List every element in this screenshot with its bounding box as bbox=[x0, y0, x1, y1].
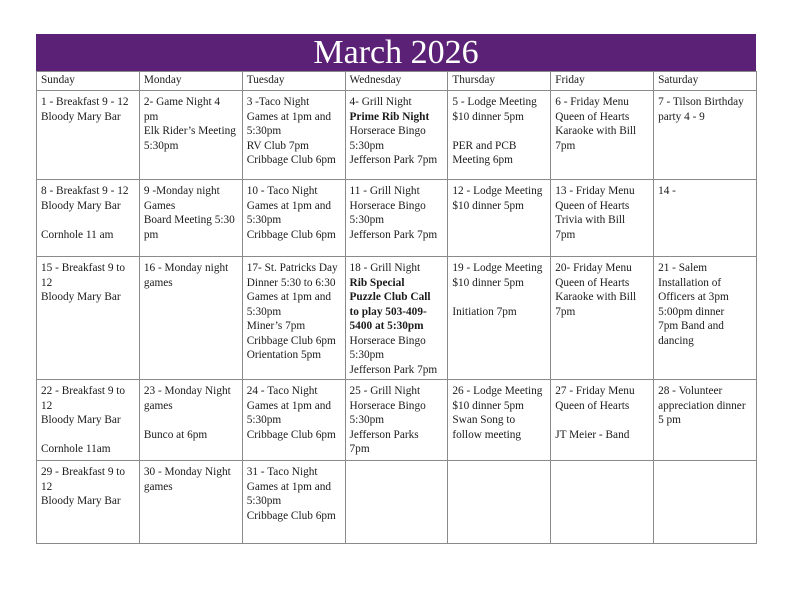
day-cell-friday bbox=[551, 461, 654, 544]
week-row-5 bbox=[37, 461, 757, 544]
event-line: Miner’s 7pm bbox=[246, 320, 306, 332]
event-line: Jefferson Park 7pm bbox=[349, 228, 438, 241]
event-line: 5:30pm bbox=[143, 139, 179, 152]
day-number-entry: 22 - Breakfast 9 to bbox=[41, 385, 126, 397]
day-number-entry: 9 -Monday night bbox=[143, 185, 220, 197]
event-line: Cornhole 11am bbox=[41, 443, 111, 455]
day-cell-monday bbox=[139, 91, 242, 180]
event-line: 7pm bbox=[555, 305, 576, 318]
event-line bbox=[41, 213, 135, 228]
day-cell-monday bbox=[139, 180, 242, 257]
event-line: 12 bbox=[41, 399, 53, 412]
day-number-entry: 1 - Breakfast 9 - 12 bbox=[41, 96, 129, 108]
event-line: Queen of Hearts bbox=[555, 199, 630, 212]
day-cell-friday bbox=[551, 257, 654, 380]
event-line: 5:30pm bbox=[246, 414, 282, 426]
calendar bbox=[36, 34, 756, 544]
day-number-entry: 7 - Tilson Birthday bbox=[658, 96, 744, 108]
day-cell-tuesday bbox=[242, 91, 345, 180]
event-line: 5:30pm bbox=[349, 139, 385, 152]
day-cell-sunday bbox=[37, 380, 140, 461]
day-number-entry: 24 - Taco Night bbox=[246, 385, 318, 397]
weekday-header-sunday: Sunday bbox=[37, 72, 140, 91]
day-number-entry: 12 - Lodge Meeting bbox=[452, 185, 543, 197]
event-line: Jefferson Parks bbox=[349, 428, 419, 441]
day-cell-saturday bbox=[654, 257, 757, 380]
event-line bbox=[452, 124, 546, 139]
event-line: 5:30pm bbox=[349, 349, 385, 361]
day-number-entry: 30 - Monday Night bbox=[143, 466, 231, 478]
weekday-header-monday: Monday bbox=[139, 72, 242, 91]
event-line: 5:00pm dinner bbox=[658, 305, 725, 318]
event-line: Bunco at 6pm bbox=[143, 428, 208, 441]
event-line: Cribbage Club 6pm bbox=[246, 154, 336, 166]
day-number-entry: 5 - Lodge Meeting bbox=[452, 96, 537, 108]
event-line: 5:30pm bbox=[246, 495, 282, 507]
event-line: games bbox=[143, 399, 173, 412]
day-cell-tuesday bbox=[242, 257, 345, 380]
day-number-entry: 18 - Grill Night bbox=[349, 262, 421, 274]
event-line: Rib Special bbox=[349, 276, 405, 289]
event-line: to play 503-409- bbox=[349, 305, 427, 318]
event-line: Jefferson Park 7pm bbox=[349, 154, 438, 166]
event-line: RV Club 7pm bbox=[246, 139, 309, 152]
event-line: 5:30pm bbox=[349, 214, 385, 226]
weekday-header-saturday: Saturday bbox=[654, 72, 757, 91]
event-line: pm bbox=[143, 110, 159, 123]
day-cell-tuesday bbox=[242, 461, 345, 544]
day-cell-thursday bbox=[448, 180, 551, 257]
day-cell-thursday bbox=[448, 257, 551, 380]
event-line: 7pm bbox=[349, 443, 370, 455]
event-line: games bbox=[143, 276, 173, 289]
event-line: 12 bbox=[41, 276, 53, 289]
day-cell-wednesday bbox=[345, 91, 448, 180]
weekday-header-friday: Friday bbox=[551, 72, 654, 91]
day-cell-wednesday bbox=[345, 257, 448, 380]
event-line: Installation of bbox=[658, 276, 722, 289]
event-line bbox=[41, 428, 135, 443]
day-number-entry: 11 - Grill Night bbox=[349, 185, 420, 197]
day-number-entry: 21 - Salem bbox=[658, 262, 708, 274]
event-line: Queen of Hearts bbox=[555, 399, 630, 412]
day-number-entry: 19 - Lodge Meeting bbox=[452, 262, 543, 274]
event-line: Elk Rider’s Meeting bbox=[143, 125, 236, 137]
weekday-header-wednesday: Wednesday bbox=[345, 72, 448, 91]
event-line: $10 dinner 5pm bbox=[452, 276, 524, 289]
event-line: Games at 1pm and bbox=[246, 199, 332, 212]
day-cell-thursday bbox=[448, 91, 551, 180]
event-line: Karaoke with Bill bbox=[555, 125, 637, 137]
week-row-3 bbox=[37, 257, 757, 380]
day-number-entry: 3 -Taco Night bbox=[246, 96, 310, 108]
event-line: Queen of Hearts bbox=[555, 276, 630, 289]
event-line: Horserace Bingo bbox=[349, 334, 426, 347]
event-line: 5:30pm bbox=[349, 414, 385, 426]
day-cell-wednesday bbox=[345, 461, 448, 544]
day-cell-monday bbox=[139, 257, 242, 380]
day-cell-tuesday bbox=[242, 380, 345, 461]
event-line: Jefferson Park 7pm bbox=[349, 363, 438, 376]
weekday-header-tuesday: Tuesday bbox=[242, 72, 345, 91]
event-line: games bbox=[143, 480, 173, 493]
event-line: Bloody Mary Bar bbox=[41, 495, 121, 507]
day-cell-saturday bbox=[654, 180, 757, 257]
day-cell-monday bbox=[139, 380, 242, 461]
day-cell-friday bbox=[551, 91, 654, 180]
event-line: Officers at 3pm bbox=[658, 291, 729, 303]
day-cell-wednesday bbox=[345, 380, 448, 461]
day-number-entry: 14 - bbox=[658, 185, 676, 197]
day-cell-saturday bbox=[654, 91, 757, 180]
day-number-entry: 31 - Taco Night bbox=[246, 466, 318, 478]
event-line: pm bbox=[143, 228, 159, 241]
day-cell-saturday bbox=[654, 461, 757, 544]
day-cell-sunday bbox=[37, 91, 140, 180]
event-line: Cribbage Club 6pm bbox=[246, 228, 336, 241]
event-line: party 4 - 9 bbox=[658, 110, 705, 123]
calendar-title: March 2026 bbox=[313, 34, 479, 71]
event-line: Meeting 6pm bbox=[452, 154, 513, 166]
event-line: Bloody Mary Bar bbox=[41, 199, 121, 212]
event-line: Board Meeting 5:30 bbox=[143, 214, 235, 226]
event-line: 5:30pm bbox=[246, 125, 282, 137]
day-number-entry: 28 - Volunteer bbox=[658, 385, 723, 397]
event-line: 7pm bbox=[555, 228, 576, 241]
event-line: Prime Rib Night bbox=[349, 110, 430, 123]
event-line: follow meeting bbox=[452, 428, 522, 441]
day-cell-sunday bbox=[37, 180, 140, 257]
event-line bbox=[452, 290, 546, 305]
event-line: Games at 1pm and bbox=[246, 110, 332, 123]
event-line: Cornhole 11 am bbox=[41, 228, 114, 241]
event-line: Games at 1pm and bbox=[246, 480, 332, 493]
event-line: Bloody Mary Bar bbox=[41, 291, 121, 303]
day-number-entry: 20- Friday Menu bbox=[555, 262, 632, 274]
event-line: $10 dinner 5pm bbox=[452, 199, 524, 212]
day-cell-thursday bbox=[448, 380, 551, 461]
event-line: 5400 at 5:30pm bbox=[349, 320, 424, 332]
event-line: Games at 1pm and bbox=[246, 399, 332, 412]
event-line: Initiation 7pm bbox=[452, 305, 517, 318]
day-number-entry: 16 - Monday night bbox=[143, 262, 229, 274]
event-line: 7pm Band and bbox=[658, 320, 724, 332]
event-line: JT Meier - Band bbox=[555, 428, 630, 441]
event-line: Bloody Mary Bar bbox=[41, 110, 121, 123]
day-number-entry: 27 - Friday Menu bbox=[555, 385, 635, 397]
event-line: Bloody Mary Bar bbox=[41, 414, 121, 426]
day-number-entry: 10 - Taco Night bbox=[246, 185, 318, 197]
day-cell-sunday bbox=[37, 257, 140, 380]
day-number-entry: 2- Game Night 4 bbox=[143, 96, 221, 108]
calendar-title-bar bbox=[36, 34, 756, 71]
day-cell-thursday bbox=[448, 461, 551, 544]
event-line: 5 pm bbox=[658, 414, 681, 426]
event-line: 7pm bbox=[555, 139, 576, 152]
event-line: Queen of Hearts bbox=[555, 110, 630, 123]
day-number-entry: 29 - Breakfast 9 to bbox=[41, 466, 126, 478]
event-line: Karaoke with Bill bbox=[555, 291, 637, 303]
event-line: Trivia with Bill bbox=[555, 214, 626, 226]
event-line: Dinner 5:30 to 6:30 bbox=[246, 276, 336, 289]
day-cell-tuesday bbox=[242, 180, 345, 257]
event-line: Cribbage Club 6pm bbox=[246, 428, 336, 441]
event-line: Games at 1pm and bbox=[246, 291, 332, 303]
day-number-entry: 26 - Lodge Meeting bbox=[452, 385, 543, 397]
event-line bbox=[555, 413, 649, 428]
event-line: Horserace Bingo bbox=[349, 199, 426, 212]
event-line: 5:30pm bbox=[246, 214, 282, 226]
event-line: Games bbox=[143, 199, 176, 212]
weekday-header-row bbox=[37, 72, 757, 91]
day-number-entry: 6 - Friday Menu bbox=[555, 96, 629, 108]
event-line: Cribbage Club 6pm bbox=[246, 509, 336, 522]
day-number-entry: 13 - Friday Menu bbox=[555, 185, 635, 197]
day-cell-wednesday bbox=[345, 180, 448, 257]
day-cell-sunday bbox=[37, 461, 140, 544]
week-row-1 bbox=[37, 91, 757, 180]
event-line: dancing bbox=[658, 334, 694, 347]
day-cell-saturday bbox=[654, 380, 757, 461]
day-number-entry: 15 - Breakfast 9 to bbox=[41, 262, 126, 274]
event-line: 12 bbox=[41, 480, 53, 493]
weekday-header-thursday: Thursday bbox=[448, 72, 551, 91]
event-line: 5:30pm bbox=[246, 305, 282, 318]
event-line: Horserace Bingo bbox=[349, 125, 426, 137]
event-line: $10 dinner 5pm bbox=[452, 399, 524, 412]
event-line: Swan Song to bbox=[452, 414, 516, 426]
week-row-4 bbox=[37, 380, 757, 461]
event-line: Orientation 5pm bbox=[246, 349, 322, 361]
day-number-entry: 23 - Monday Night bbox=[143, 385, 231, 397]
event-line: $10 dinner 5pm bbox=[452, 110, 524, 123]
day-number-entry: 25 - Grill Night bbox=[349, 385, 421, 397]
day-cell-monday bbox=[139, 461, 242, 544]
week-row-2 bbox=[37, 180, 757, 257]
day-number-entry: 4- Grill Night bbox=[349, 96, 412, 108]
day-number-entry: 17- St. Patricks Day bbox=[246, 262, 338, 274]
event-line: Cribbage Club 6pm bbox=[246, 334, 336, 347]
event-line: appreciation dinner bbox=[658, 399, 746, 412]
event-line: PER and PCB bbox=[452, 139, 517, 152]
day-cell-friday bbox=[551, 180, 654, 257]
event-line: Horserace Bingo bbox=[349, 399, 426, 412]
event-line: Puzzle Club Call bbox=[349, 291, 431, 303]
event-line bbox=[144, 413, 238, 428]
calendar-grid bbox=[36, 71, 757, 544]
day-number-entry: 8 - Breakfast 9 - 12 bbox=[41, 185, 129, 197]
day-cell-friday bbox=[551, 380, 654, 461]
